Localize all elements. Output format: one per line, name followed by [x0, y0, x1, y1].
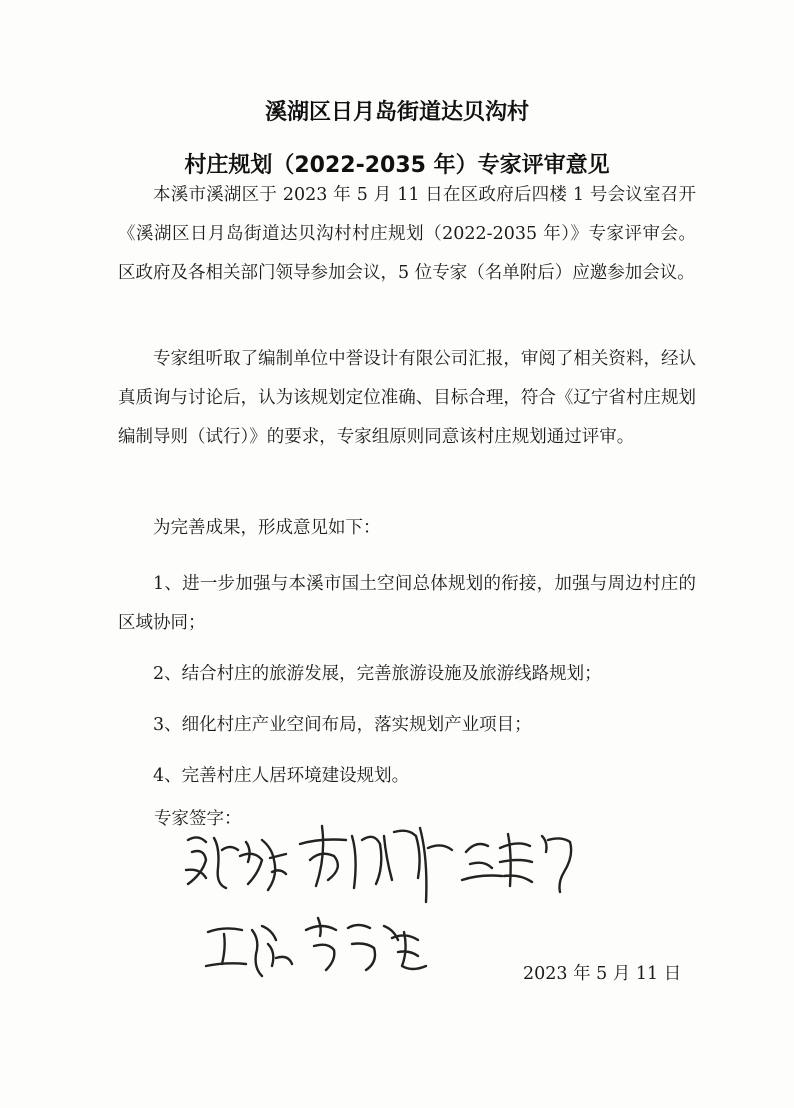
- paragraph-review-conclusion: 专家组听取了编制单位中誉设计有限公司汇报，审阅了相关资料，经认真质询与讨论后，认为该规划定位准确、目标合理，符合《辽宁省村庄规划编制导则（试行）》的要求，专家组原则同意该村庄规划通过评审。: [118, 349, 696, 447]
- opinion-item-4: 4、完善村庄人居环境建设规划。: [153, 766, 410, 786]
- opinion-item-1: 1、进一步加强与本溪市国土空间总体规划的衔接，加强与周边村庄的区域协同；: [118, 574, 696, 633]
- paragraph-opinions-intro: 为完善成果，形成意见如下：: [153, 518, 381, 538]
- signature-4: [206, 926, 292, 976]
- document-date: 2023 年 5 月 11 日: [523, 964, 682, 984]
- signature-label: 专家签字：: [154, 809, 242, 829]
- signature-3: [462, 834, 571, 892]
- signature-2: [300, 826, 452, 902]
- opinion-item-2: 2、结合村庄的旅游发展，完善旅游设施及旅游线路规划；: [153, 664, 602, 684]
- signature-1: [186, 837, 286, 890]
- document-title-line-1: 溪湖区日月岛街道达贝沟村: [264, 100, 529, 125]
- opinion-item-3: 3、细化村庄产业空间布局，落实规划产业项目；: [153, 715, 532, 735]
- paragraph-meeting-info: 本溪市溪湖区于 2023 年 5 月 11 日在区政府后四楼 1 号会议室召开《溪湖区日月岛街道达贝沟村村庄规划（2022-2035 年）》专家评审会。区政府及各相关部门领导参加会议，5 位专家（名单附后）应邀参加会议。: [118, 185, 696, 283]
- document-title-line-2: 村庄规划（2022-2035 年）专家评审意见: [184, 153, 610, 178]
- signature-5: [306, 918, 426, 970]
